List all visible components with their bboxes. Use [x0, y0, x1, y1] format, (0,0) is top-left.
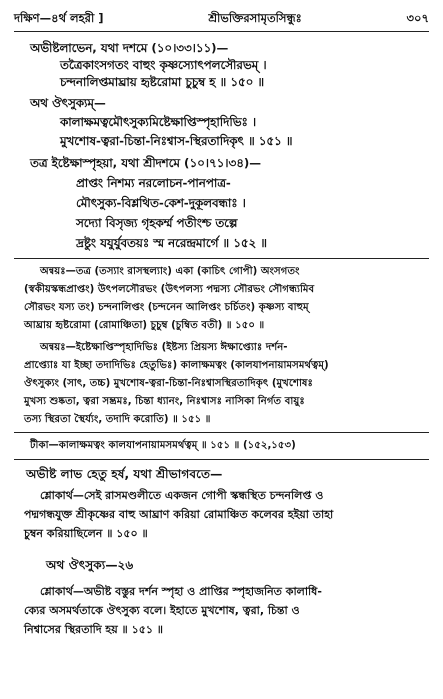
- anvaya-150-line4: আঘ্রায় হৃষ্টরোমা (রোমাঞ্চিতা) চুচুম্ব (চুম্বিত বতী) ॥ ১৫০ ॥: [24, 320, 265, 331]
- header-chapter: দক্ষিণ—৪র্থ লহরী ]: [14, 10, 104, 25]
- verse-intro-150: অভীষ্টলাভেন, যথা দশমে (১০।৩৩।১১)—: [30, 41, 229, 55]
- translation-151-line1: শ্লোকার্থ—অভীষ্ট বস্তুর দর্শন স্পৃহা ও প্রাপ্তির স্পৃহাজনিত কালাধি-: [40, 585, 322, 598]
- translation-heading-autsukya: অথ ঔৎসুক্য—২৬: [46, 558, 134, 572]
- verse-150-line1: তত্রৈকাংসগতং বাহুং কৃষ্ণস্যোৎপলসৌরভম্‌ ।: [60, 58, 267, 72]
- anvaya-150-line2: (স্বকীয়স্কন্ধপ্রাপ্তং) উৎপলসৌরভং (উৎপলস্য পদ্মস্য সৌরভং সৌগন্ধ্যমিব: [24, 284, 315, 295]
- translation-150-line1: শ্লোকার্থ—সেই রাসমণ্ডলীতে একজন গোপী স্কন্ধস্থিত চন্দনলিপ্ত ও: [40, 489, 324, 502]
- anvaya-151-line3: ঔৎসুক্যং (সাৎ, তচ্চ) মুখশোষ-ত্বরা-চিন্তা-নিঃশ্বাসস্থিরতাদিকৃৎ (মুখশোষঃ: [24, 378, 313, 389]
- header-rule: [14, 31, 429, 32]
- verse-152-line4: দ্রষ্টুং যযুর্যুবতয়ঃ স্ম নরেন্দ্রমার্গে ॥ ১৫২ ॥: [76, 236, 267, 250]
- anvaya-151-line1: অন্বয়ঃ—ইষ্টেক্ষাপ্তিস্পৃহাদিভিঃ (ইষ্টস্য প্রিয়স্য ঈক্ষাপ্ত্যোঃ দর্শন-: [40, 342, 288, 353]
- anvaya-151-line4: মুখস্য শুষ্কতা, ত্বরা সম্ভ্রমঃ, চিন্তা ধ্যানং, নিঃশ্বাসঃ নাসিকা নির্গত বায়ুঃ: [24, 396, 305, 407]
- verse-rule: [14, 258, 429, 259]
- running-header: [14, 9, 429, 29]
- anvaya-150-line1: অন্বয়ঃ—তত্র (তস্যাং রাসস্থল্যাং) একা (কাচিৎ গোপী) অংসগতং: [40, 266, 300, 277]
- verse-150-line2: চন্দনালিপ্তমাঘ্রায় হৃষ্টরোমা চুচুম্ব হ ॥ ১৫০ ॥: [60, 75, 265, 89]
- anvaya-151-line5: তস্য স্থিরতা স্থৈর্য্যং, তদাদি করোতি) ॥ ১৫১ ॥: [24, 414, 211, 425]
- verse-intro-152: তত্র ইষ্টেক্ষাস্পৃহয়া, যথা শ্রীদশমে (১০।৭১।৩৪)—: [30, 156, 262, 170]
- verse-152-line1: প্রাপ্তং নিশম্য নরলোচন-পানপাত্র-: [76, 176, 231, 190]
- header-book-title: শ্রীভক্তিরসামৃতসিন্ধুঃ: [208, 10, 302, 25]
- section-heading-autsukya: অথ ঔৎসুক্যম্‌—: [30, 96, 106, 110]
- verse-151-line2: মুখশোষ-ত্বরা-চিন্তা-নিঃশ্বাস-স্থিরতাদিকৃৎ ॥ ১৫১ ॥: [60, 134, 293, 148]
- tika-note: টীকা—কালাক্ষমত্বং কালযাপনায়ামসমর্থত্বম্‌ ॥ ১৫১ ॥ (১৫২,১৫৩): [30, 440, 296, 451]
- translation-150-line2: পদ্মগন্ধযুক্ত শ্রীকৃষ্ণের বাহু আঘ্রাণ করিয়া রোমাঞ্চিত কলেবর হইয়া তাহা: [24, 508, 334, 521]
- header-page-number: ৩০৭: [406, 10, 429, 25]
- anvaya-151-line2: প্রাপ্ত্যোঃ যা ইচ্ছা তদাদিভিঃ হেতুভিঃ) কালাক্ষমত্বং (কালযাপনায়ামসমর্থত্বম্‌): [24, 360, 329, 371]
- translation-150-line3: চুম্বন করিয়াছিলেন ॥ ১৫০ ॥: [24, 527, 148, 540]
- anvaya-rule: [14, 432, 429, 433]
- translation-heading-150: অভীষ্ট লাভ হেতু হর্ষ, যথা শ্রীভাগবতে—: [26, 467, 223, 481]
- translation-151-line3: নিশ্বাসের স্থিরতাদি হয় ॥ ১৫১ ॥: [24, 623, 164, 636]
- anvaya-150-line3: সৌরভং যস্য তং) চন্দনালিপ্তং (চন্দনেন আলিপ্তং চর্চিতং) কৃষ্ণস্য বাহুম্‌: [24, 302, 309, 313]
- verse-151-line1: কালাক্ষমত্বমৌৎসুক্যমিষ্টেক্ষাপ্তিস্পৃহাদিভিঃ ।: [60, 115, 257, 129]
- tika-rule: [14, 459, 429, 460]
- verse-152-line3: সদ্যো বিসৃজ্য গৃহকর্ম্ম পতীংশ্চ তল্পে: [76, 216, 238, 230]
- translation-151-line2: ক্যের অসমর্থতাকে ঔৎসুক্য বলে। ইহাতে মুখশোষ, ত্বরা, চিন্তা ও: [24, 604, 300, 617]
- verse-152-line2: মৌৎসুক্য-বিশ্লথিত-কেশ-দুকূলবন্ধাঃ ।: [76, 196, 246, 210]
